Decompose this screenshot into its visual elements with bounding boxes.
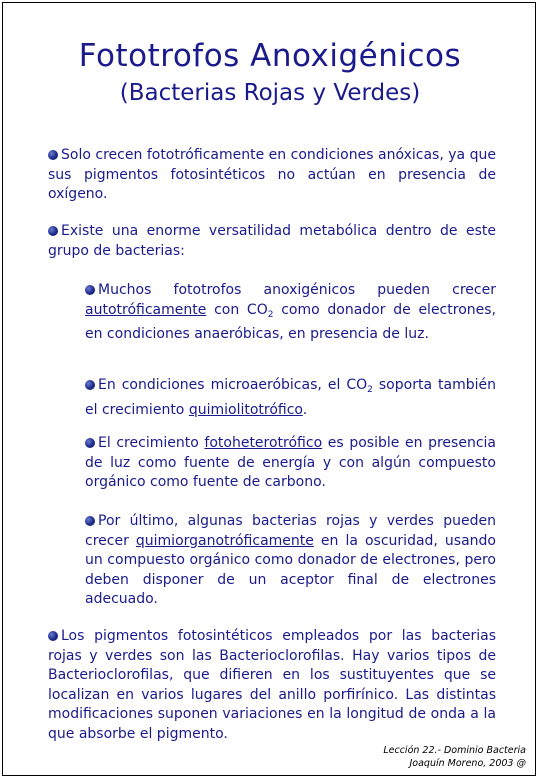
text-segment: soporta también el crecimiento [85, 377, 496, 418]
bullet-icon [48, 631, 58, 641]
text-segment: con CO [206, 301, 268, 318]
page-title: Fototrofos Anoxigénicos [78, 38, 462, 74]
paragraph-pigments-text: Los pigmentos fotosintéticos empleados por las bacterias rojas y verdes son las Bacterioclorofilas. Hay varios tipos de Bacterioclorofilas, que difieren en los sustituyentes que se localizan en varios lugares del anillo porfirínico. Las distintas modificaciones suponen variaciones en la longitud de onda a la que absorbe el pigmento. [48, 628, 496, 742]
text-segment: Muchos fototrofos anoxigénicos pueden crecer [98, 282, 496, 298]
page-subtitle: (Bacterias Rojas y Verdes) [119, 80, 421, 106]
term-fotoheterotrofico: fotoheterotrófico [204, 435, 323, 451]
sub-paragraph-autotrophic [85, 281, 496, 345]
subscript: 2 [267, 309, 274, 320]
bullet-icon [48, 226, 58, 236]
sub-paragraph-photoheterotrophic [85, 434, 496, 493]
footer-author: Joaquín Moreno, 2003 @ [409, 758, 526, 769]
paragraph-1-text: Solo crecen fototróficamente en condiciones anóxicas, ya que sus pigmentos fotosintéticos no actúan en presencia de oxígeno. [48, 147, 496, 203]
bullet-icon [48, 150, 58, 160]
sub-paragraph-microaerobic [85, 376, 496, 420]
bullet-icon [85, 380, 95, 390]
footer-lesson: Lección 22.- Dominio Bacteria [383, 745, 526, 756]
bullet-icon [85, 516, 95, 526]
term-autotroficamente: autotróficamente [85, 301, 207, 318]
paragraph-2-text: Existe una enorme versatilidad metabólica dentro de este grupo de bacterias: [48, 223, 496, 259]
text-segment: como donador de electrones, en condiciones anaeróbicas, en presencia de luz. [85, 301, 496, 343]
paragraph-2 [48, 222, 496, 261]
text-segment: En condiciones microaeróbicas, el CO [98, 377, 368, 393]
text-segment: Por último, algunas bacterias rojas y verdes pueden crecer [85, 513, 496, 549]
text-segment: en la oscuridad, usando un compuesto orgánico como donador de electrones, pero deben disponer de un aceptor final de electrones adecuado. [85, 532, 496, 608]
bullet-icon [85, 438, 95, 448]
sub-paragraph-chemoorganotrophic [85, 512, 496, 610]
subscript: 2 [367, 385, 373, 395]
text-segment: es posible en presencia de luz como fuente de energía y con algún compuesto orgánico como fuente de carbono. [85, 435, 496, 491]
paragraph-1 [48, 146, 496, 205]
term-quimiolitotrofico: quimiolitotrófico [188, 401, 303, 418]
bullet-icon [85, 285, 95, 295]
text-segment: El crecimiento [98, 435, 205, 451]
footer [383, 744, 526, 770]
paragraph-pigments [48, 627, 496, 745]
text-segment: . [302, 401, 308, 418]
term-quimiorganotroficamente: quimiorganotróficamente [135, 532, 314, 549]
